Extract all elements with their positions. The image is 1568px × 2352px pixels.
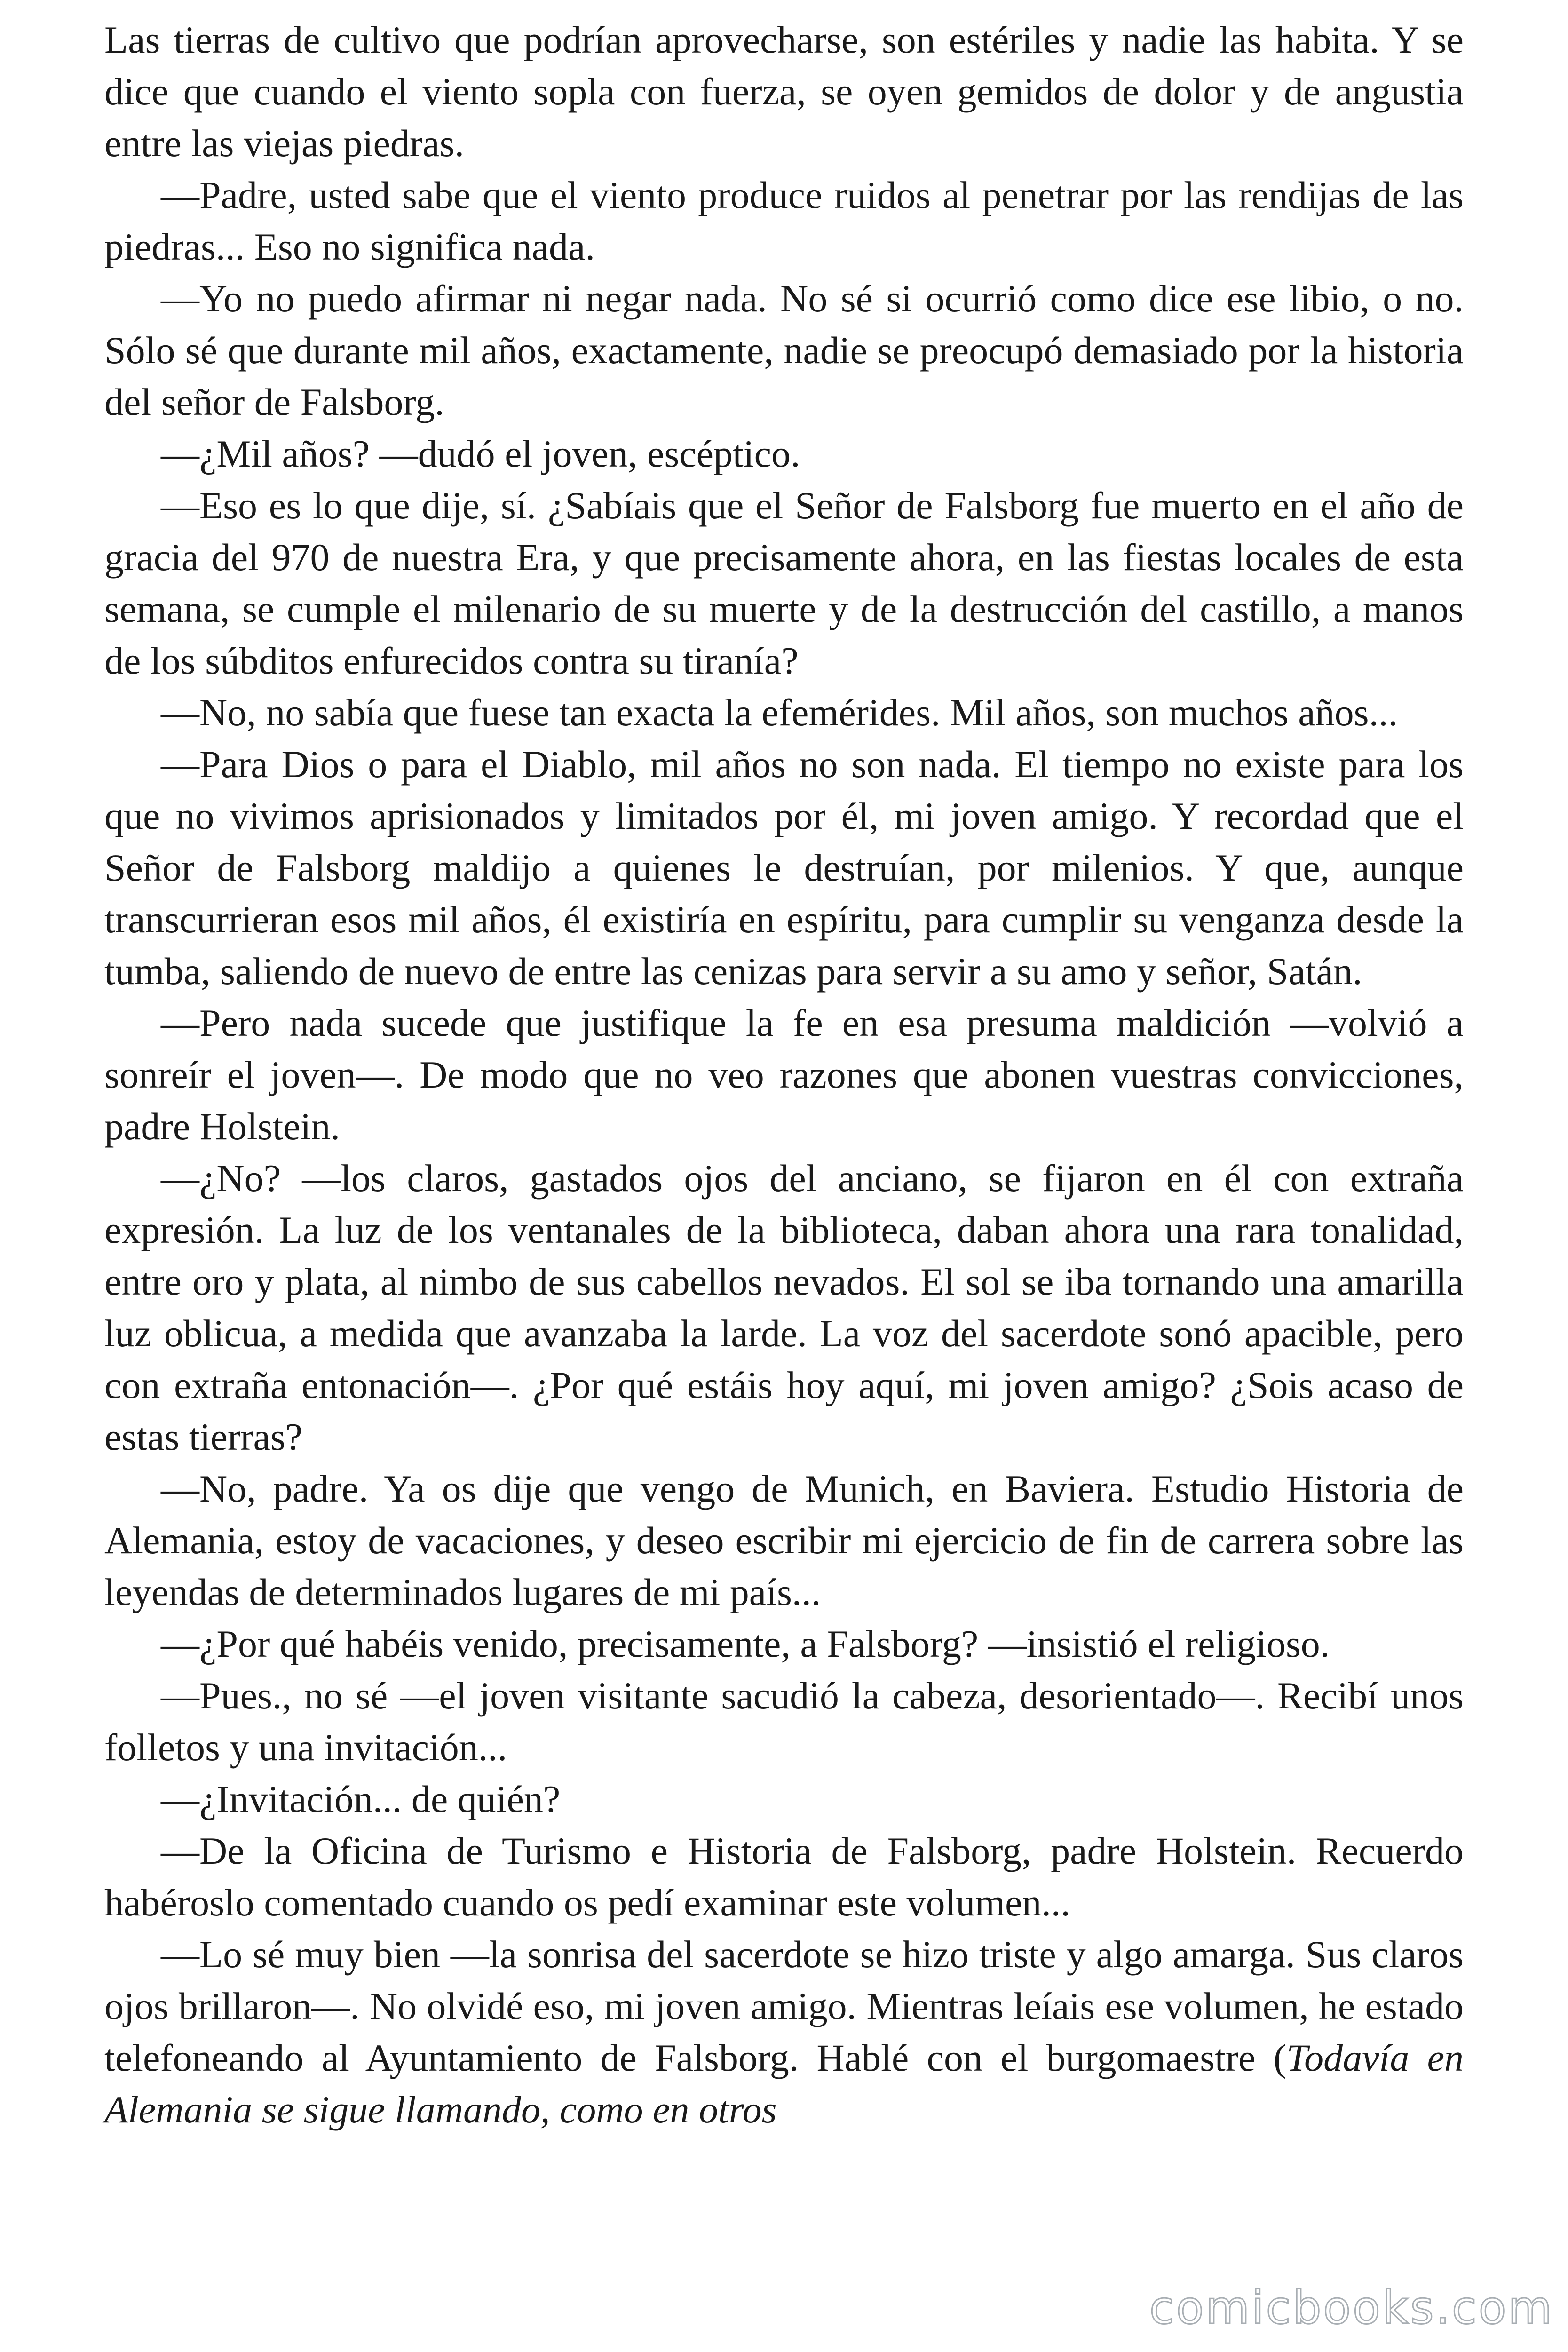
paragraph: —De la Oficina de Turismo e Historia de Falsborg, padre Holstein. Recuerdo habéroslo comentado cuando os pedí examinar este volumen... <box>104 1829 1464 1924</box>
paragraph: —¿Por qué habéis venido, precisamente, a Falsborg? —insistió el religioso. <box>161 1622 1330 1665</box>
paragraph: —Eso es lo que dije, sí. ¿Sabíais que el Señor de Falsborg fue muerto en el año de gracia del 970 de nuestra Era, y que precisamente ahora, en las fiestas locales de esta semana, se cumple el milenario de su muerte y de la destrucción del castillo, a manos de los súbditos enfurecidos contra su tiranía? <box>104 484 1464 682</box>
paragraph: —Padre, usted sabe que el viento produce ruidos al penetrar por las rendijas de las piedras... Eso no significa nada. <box>104 174 1464 268</box>
document-page <box>104 14 1464 2136</box>
paragraph: —No, no sabía que fuese tan exacta la efemérides. Mil años, son muchos años... <box>161 691 1398 734</box>
paragraph: —Pero nada sucede que justifique la fe en esa presuma maldición —volvió a sonreír el joven—. De modo que no veo razones que abonen vuestras convicciones, padre Holstein. <box>104 1001 1464 1148</box>
paragraph: —¿Mil años? —dudó el joven, escéptico. <box>161 432 800 475</box>
paragraph: —Pues., no sé —el joven visitante sacudió la cabeza, desorientado—. Recibí unos folletos y una invitación... <box>104 1674 1464 1769</box>
paragraph: —¿Invitación... de quién? <box>161 1778 561 1820</box>
paragraph-text: —Lo sé muy bien —la sonrisa del sacerdote se hizo triste y algo amarga. Sus claros ojos brillaron—. No olvidé eso, mi joven amigo. Mientras leíais ese volumen, he estado telefoneando al Ayuntamiento de Falsborg. Hablé con el burgomaestre ( <box>104 1933 1464 2079</box>
paragraph-italic-text: Todavía en Alemania se sigue llamando, como en otros <box>104 2036 1464 2131</box>
paragraph-last <box>104 1929 1464 2136</box>
paragraph: —Yo no puedo afirmar ni negar nada. No sé si ocurrió como dice ese libio, o no. Sólo sé que durante mil años, exactamente, nadie se preocupó demasiado por la historia del señor de Falsborg. <box>104 277 1464 423</box>
paragraph: —¿No? —los claros, gastados ojos del anciano, se fijaron en él con extraña expresión. La luz de los ventanales de la biblioteca, daban ahora una rara tonalidad, entre oro y plata, al nimbo de sus cabellos nevados. El sol se iba tornando una amarilla luz oblicua, a medida que avanzaba la larde. La voz del sacerdote sonó apacible, pero con extraña entonación—. ¿Por qué estáis hoy aquí, mi joven amigo? ¿Sois acaso de estas tierras? <box>104 1157 1464 1458</box>
paragraph: Las tierras de cultivo que podrían aprovecharse, son estériles y nadie las habita. Y se dice que cuando el viento sopla con fuerza, se oyen gemidos de dolor y de angustia entre las viejas piedras. <box>104 18 1464 165</box>
paragraph: —No, padre. Ya os dije que vengo de Munich, en Baviera. Estudio Historia de Alemania, estoy de vacaciones, y deseo escribir mi ejercicio de fin de carrera sobre las leyendas de determinados lugares de mi país... <box>104 1467 1464 1613</box>
paragraph: —Para Dios o para el Diablo, mil años no son nada. El tiempo no existe para los que no vivimos aprisionados y limitados por él, mi joven amigo. Y recordad que el Señor de Falsborg maldijo a quienes le destruían, por milenios. Y que, aunque transcurrieran esos mil años, él existiría en espíritu, para cumplir su venganza desde la tumba, saliendo de nuevo de entre las cenizas para servir a su amo y señor, Satán. <box>104 743 1464 993</box>
watermark-logo: comicbooks.com <box>1149 2281 1554 2334</box>
